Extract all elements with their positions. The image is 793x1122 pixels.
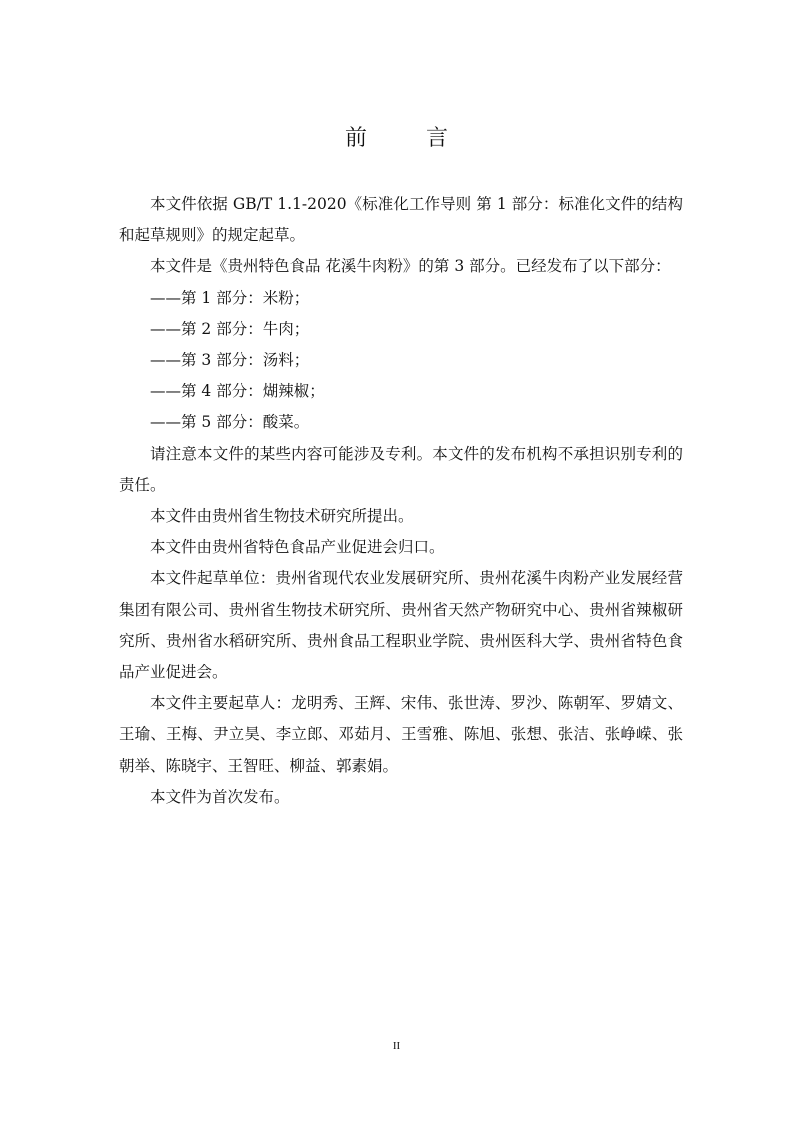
paragraph-drafters: 本文件主要起草人：龙明秀、王辉、宋伟、张世涛、罗沙、陈朝军、罗婧文、王瑜、王梅、尹立昊、李立郎、邓茹月、王雪雅、陈旭、张想、张洁、张峥嵘、张朝举、陈晓宇、王智旺、柳益、郭素娟。 [119,694,683,775]
paragraph-basis: 本文件依据 GB/T 1.1-2020《标准化工作导则 第 1 部分：标准化文件的结构和起草规则》的规定起草。 [119,195,683,245]
list-item-part-2: ——第 2 部分：牛肉； [150,319,310,338]
list-item-part-1: ——第 1 部分：米粉； [150,288,310,307]
page-number: II [392,1040,401,1052]
page-title: 前 言 [345,126,474,151]
list-item-part-5: ——第 5 部分：酸菜。 [150,413,310,432]
list-item-part-4: ——第 4 部分：煳辣椒； [150,382,325,401]
paragraph-drafting-units: 本文件起草单位：贵州省现代农业发展研究所、贵州花溪牛肉粉产业发展经营集团有限公司、贵州省生物技术研究所、贵州省天然产物研究中心、贵州省辣椒研究所、贵州省水稻研究所、贵州食品工程职业学院、贵州医科大学、贵州省特色食品产业促进会。 [119,569,683,682]
document-body [119,189,683,813]
list-item-part-3: ——第 3 部分：汤料； [150,351,310,370]
paragraph-administrator: 本文件由贵州省特色食品产业促进会归口。 [150,538,445,557]
paragraph-first-release: 本文件为首次发布。 [150,787,290,806]
paragraph-part-intro: 本文件是《贵州特色食品 花溪牛肉粉》的第 3 部分。已经发布了以下部分： [150,257,671,276]
paragraph-patent-notice: 请注意本文件的某些内容可能涉及专利。本文件的发布机构不承担识别专利的责任。 [119,444,683,494]
paragraph-proposer: 本文件由贵州省生物技术研究所提出。 [150,507,414,526]
